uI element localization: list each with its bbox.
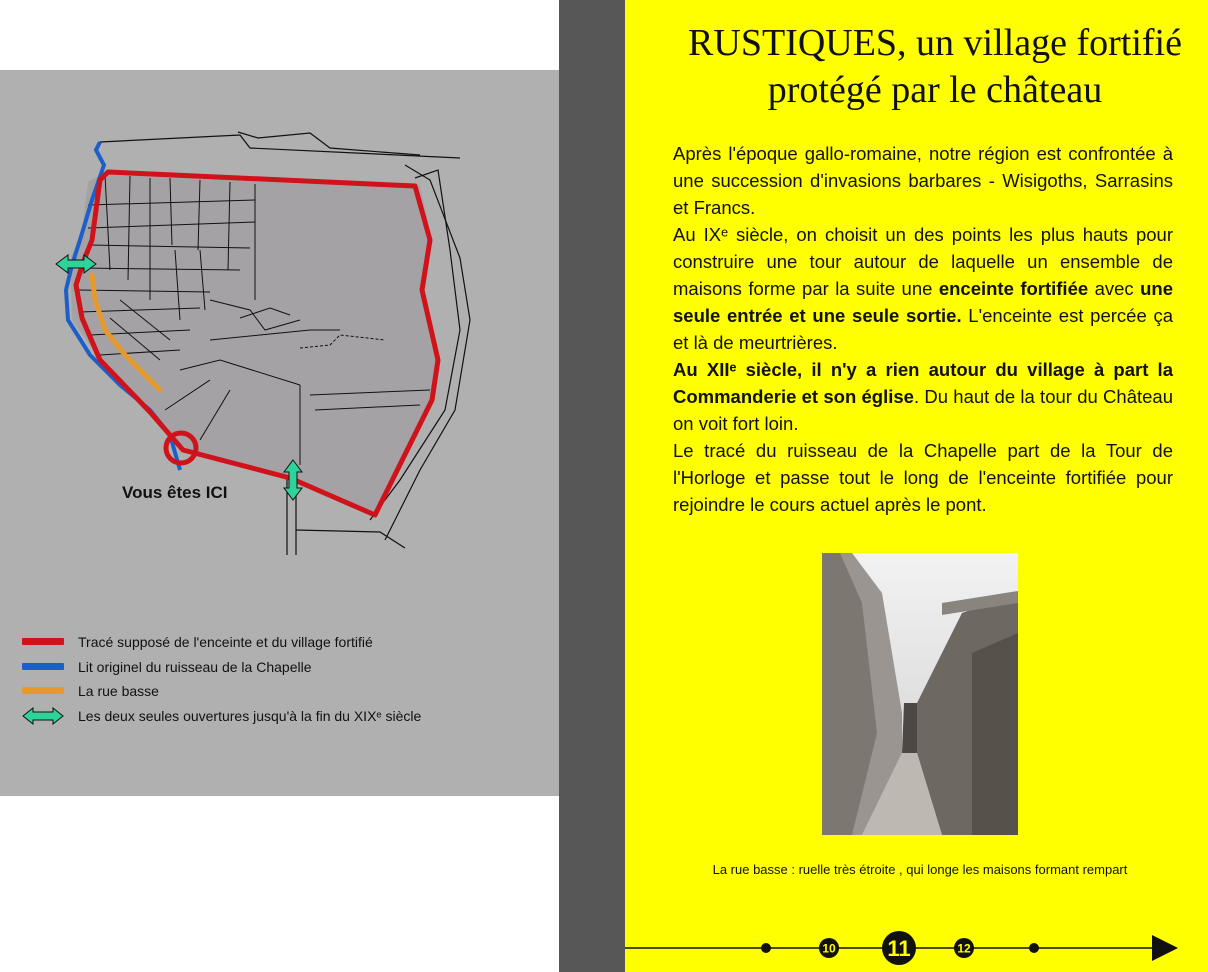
you-are-here-label: Vous êtes ICI <box>122 483 228 502</box>
legend-item-stream <box>22 655 421 680</box>
nav-page-10[interactable] <box>819 938 839 958</box>
red-line-icon <box>22 633 64 651</box>
next-arrow-icon[interactable] <box>1152 935 1178 961</box>
nav-dot[interactable] <box>761 943 771 953</box>
paragraph-3: Au XIIᵉ siècle, il n'y a rien autour du village à part la Commanderie et son église. Du haut de la tour du Château on voit fort loin. <box>673 359 1173 434</box>
paragraph-1: Après l'époque gallo-romaine, notre région est confrontée à une succession d'invasions barbares - Wisigoths, Sarrasins et Francs. <box>673 143 1173 218</box>
orange-line-icon <box>22 682 64 700</box>
nav-page-12[interactable] <box>954 938 974 958</box>
svg-text:12: 12 <box>957 941 971 956</box>
info-panel <box>625 0 1208 972</box>
body-text <box>673 140 1173 518</box>
legend-item-openings <box>22 704 421 729</box>
page-title <box>655 20 1208 114</box>
map-panel <box>0 70 559 796</box>
blue-line-icon <box>22 658 64 676</box>
photo-caption: La rue basse : ruelle très étroite , qui longe les maisons formant rempart <box>712 862 1128 877</box>
double-arrow-icon <box>22 707 64 725</box>
map-legend <box>22 630 421 728</box>
svg-text:11: 11 <box>887 936 911 961</box>
paragraph-2: Au IXᵉ siècle, on choisit un des points les plus hauts pour construire une tour autour de laquelle un ensemble de maisons forme par la suite une enceinte fortifiée avec une seule entrée et une seule sortie. L'enceinte est percée ça et là de meurtrières. <box>673 224 1174 353</box>
nav-page-11-current[interactable] <box>882 931 916 965</box>
page-navigation <box>625 918 1208 972</box>
legend-item-wall <box>22 630 421 655</box>
divider-bar <box>559 0 625 972</box>
nav-dot[interactable] <box>1029 943 1039 953</box>
title-line-1: RUSTIQUES, un village fortifié <box>688 22 1182 64</box>
legend-label: Tracé supposé de l'enceinte et du village fortifié <box>78 634 373 651</box>
legend-item-street <box>22 679 421 704</box>
street-photo <box>822 553 1018 835</box>
title-line-2: protégé par le château <box>767 69 1103 111</box>
legend-label: Lit originel du ruisseau de la Chapelle <box>78 658 312 675</box>
svg-text:10: 10 <box>822 941 836 956</box>
paragraph-4: Le tracé du ruisseau de la Chapelle part de la Tour de l'Horloge et passe tout le long de l'enceinte fortifiée pour rejoindre le cours actuel après le pont. <box>673 440 1173 515</box>
legend-label: La rue basse <box>78 683 159 700</box>
legend-label: Les deux seules ouvertures jusqu'à la fin du XIXᵉ siècle <box>78 707 422 724</box>
